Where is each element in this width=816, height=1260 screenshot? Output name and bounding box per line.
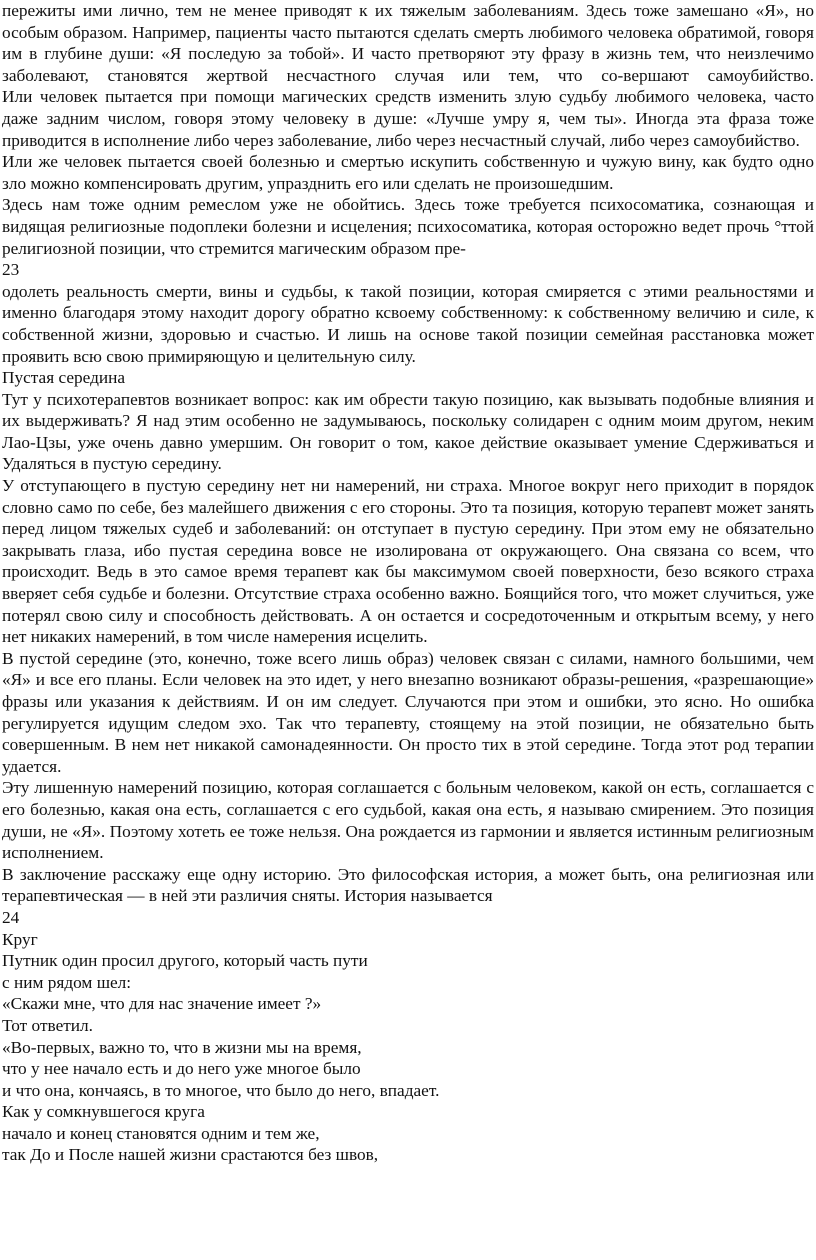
poem-title: Круг xyxy=(2,929,38,949)
body-paragraph: Эту лишенную намерений позицию, которая соглашается с больным человеком, какой он есть, соглашается с его болезнью, какая она есть, соглашается с его судьбой, какая она есть, я называю смирением. Это позиция души, не «Я». Поэтому хотеть ее тоже нельзя. Она рождается из гармонии и является истинным религиозным исполнением. xyxy=(2,778,814,863)
poem-line: и что она, кончаясь, в то многое, что было до него, впадает. xyxy=(2,1080,440,1100)
poem-line: начало и конец становятся одним и тем же, xyxy=(2,1123,320,1143)
poem-line: Как у сомкнувшегося круга xyxy=(2,1102,205,1122)
body-paragraph: Или человек пытается при помощи магических средств изменить злую судьбу любимого человека, часто даже задним числом, говоря этому человеку в душе: «Лучше умру я, чем ты». Иногда эта фраза тоже приводится в исполнение либо через заболевание, либо через несчастный случай, либо через самоубийство. xyxy=(2,87,814,150)
poem-line: с ним рядом шел: xyxy=(2,972,132,992)
body-paragraph: Тут у психотерапевтов возникает вопрос: как им обрести такую позицию, как вызывать подобные влияния и их выдерживать? Я над этим особенно не задумываюсь, поскольку солидарен с одним моим другом, неким Лао-Цзы, уже очень давно умершим. Он говорит о том, какое действие оказывает умение Сдерживаться и Удаляться в пустую середину. xyxy=(2,389,814,474)
body-paragraph: В пустой середине (это, конечно, тоже всего лишь образ) человек связан с силами, намного большими, чем «Я» и все его планы. Если человек на это идет, у него внезапно возникают образы-решения, «разрешающие» фразы или указания к действиям. И он им следует. Случаются при этом и ошибки, это ясно. Но ошибка регулируется идущим следом эхо. Так что терапевту, стоящему на этой позиции, не обязательно быть совершенным. В нем нет никакой самонадеянности. Он просто тих в этой середине. Тогда этот род терапии удается. xyxy=(2,648,814,776)
body-paragraph: Здесь нам тоже одним ремеслом уже не обойтись. Здесь тоже требуется психосоматика, сознающая и видящая религиозные подоплеки болезни и исцеления; психосоматика, которая осторожно ведет прочь °ттой религиозной позиции, что стремится магическим образом пре- xyxy=(2,195,814,258)
section-heading: Пустая середина xyxy=(2,368,126,388)
poem-line: так До и После нашей жизни срастаются без швов, xyxy=(2,1145,379,1165)
poem-line: Тот ответил. xyxy=(2,1015,93,1035)
poem-line: что у нее начало есть и до него уже многое было xyxy=(2,1059,361,1079)
body-paragraph: В заключение расскажу еще одну историю. Это философская история, а может быть, она религиозная или терапевтическая — в ней эти различия сняты. История называется xyxy=(2,864,814,906)
body-paragraph: одолеть реальность смерти, вины и судьбы, к такой позиции, которая смиряется с этими реальностями и именно благодаря этому находит дорогу обратно ксвоему собственному: к собственному величию и силе, к собственной жизни, здоровью и счастью. И лишь на основе такой позиции семейная расстановка может проявить всю свою примиряющую и целительную силу. xyxy=(2,281,814,366)
body-paragraph: Или же человек пытается своей болезнью и смертью искупить собственную и чужую вину, как будто одно зло можно компенсировать другим, упразднить его или сделать не произошедшим. xyxy=(2,152,814,193)
poem-line: «Скажи мне, что для нас значение имеет ?» xyxy=(2,994,322,1014)
body-paragraph: пережиты ими лично, тем не менее приводят к их тяжелым заболеваниям. Здесь тоже замешано «Я», но особым образом. Например, пациенты часто пытаются сделать смерть любимого человека обратимой, говоря им в глубине души: «Я последую за тобой». И часто претворяют эту фразу в жизнь тем, что неизлечимо заболевают, становятся жертвой несчастного случая или тем, что со-вершают самоубийство. xyxy=(2,1,814,85)
body-paragraph: У отступающего в пустую середину нет ни намерений, ни страха. Многое вокруг него приходит в порядок словно само по себе, без малейшего движения с его стороны. Это та позиция, которую терапевт может занять перед лицом тяжелых судеб и заболеваний: он отступает в пустую середину. При этом ему не обязательно закрывать глаза, ибо пустая середина вовсе не изолирована от окружающего. Она связана со всем, что происходит. Ведь в это самое время терапевт как бы максимумом своей поверхности, безо всякого страха вверяет себя судьбе и болезни. Отсутствие страха особенно важно. Боящийся того, что может случиться, уже потерял свою силу и способность действовать. А он остается и сосредоточенным и открытым всему, у него нет никаких намерений, в том числе намерения исцелить. xyxy=(2,476,814,647)
page-number: 24 xyxy=(2,907,20,927)
page-number: 23 xyxy=(2,260,20,280)
document-page xyxy=(2,0,814,1166)
poem-line: «Во-первых, важно то, что в жизни мы на время, xyxy=(2,1037,362,1057)
poem-line: Путник один просил другого, который часть пути xyxy=(2,951,368,971)
